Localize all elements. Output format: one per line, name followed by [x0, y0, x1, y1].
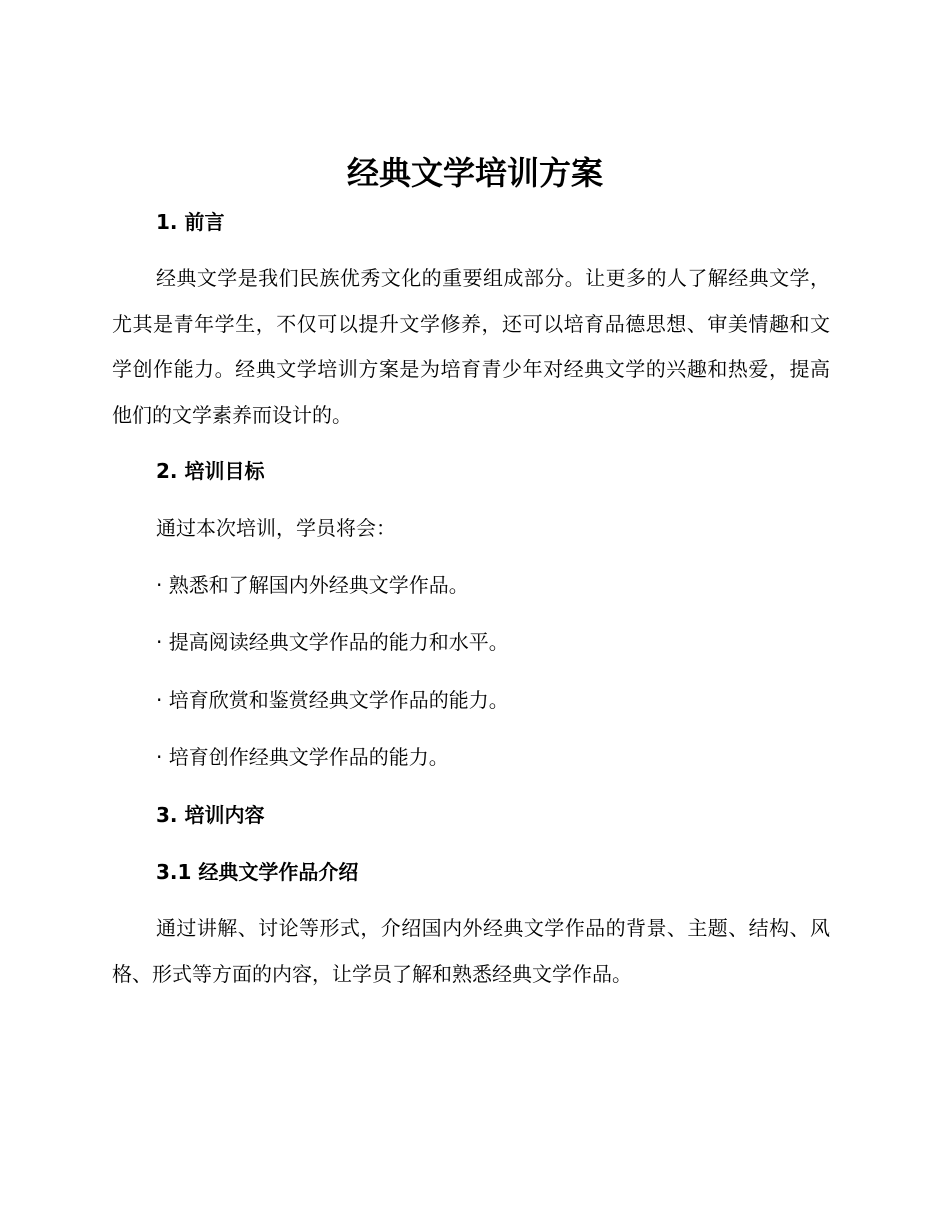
section-heading-preface: 1. 前言	[156, 210, 225, 234]
goal-item: · 提高阅读经典文学作品的能力和水平。	[156, 630, 509, 654]
section-heading-content: 3. 培训内容	[156, 803, 265, 827]
goals-intro: 通过本次培训，学员将会：	[156, 516, 396, 540]
document-title: 经典文学培训方案	[346, 154, 603, 192]
preface-paragraph: 经典文学是我们民族优秀文化的重要组成部分。让更多的人了解经典文学，尤其是青年学生，不仅可以提升文学修养，还可以培育品德思想、审美情趣和文学创作能力。经典文学培训方案是为培育青少年对经典文学的兴趣和热爱，提高他们的文学素养而设计的。	[112, 266, 830, 427]
subsection-heading: 3.1 经典文学作品介绍	[156, 860, 359, 884]
goal-item: · 培育创作经典文学作品的能力。	[156, 745, 449, 769]
section-heading-goals: 2. 培训目标	[156, 459, 265, 483]
goal-item: · 培育欣赏和鉴赏经典文学作品的能力。	[156, 688, 509, 712]
goal-item: · 熟悉和了解国内外经典文学作品。	[156, 573, 469, 597]
subsection-paragraph: 通过讲解、讨论等形式，介绍国内外经典文学作品的背景、主题、结构、风格、形式等方面的内容，让学员了解和熟悉经典文学作品。	[112, 916, 830, 986]
